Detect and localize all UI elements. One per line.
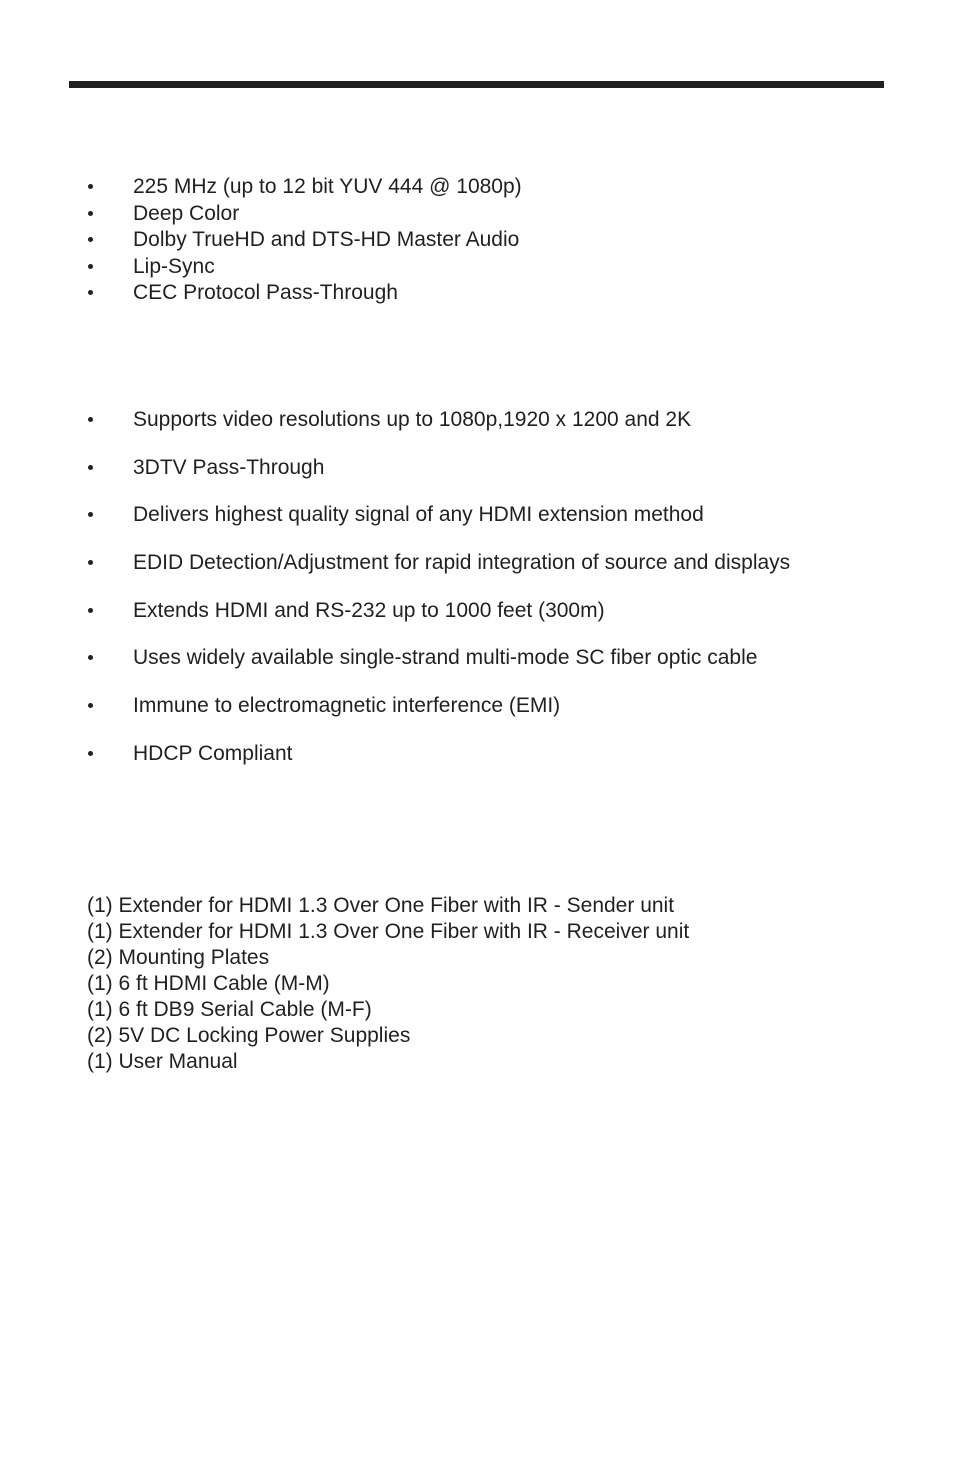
bullet-icon — [88, 290, 93, 295]
packing-item: (1) 6 ft HDMI Cable (M-M) — [87, 972, 330, 995]
feature-item-text: Uses widely available single-strand multi-mode SC fiber optic cable — [133, 646, 758, 670]
spec-item — [87, 254, 522, 281]
bullet-icon — [88, 560, 93, 565]
packing-list — [87, 893, 689, 1075]
packing-item: (1) User Manual — [87, 1050, 238, 1073]
feature-item-text: HDCP Compliant — [133, 741, 293, 765]
spec-item — [87, 280, 522, 307]
bullet-icon — [88, 608, 93, 613]
packing-item: (2) Mounting Plates — [87, 946, 270, 969]
spec-item-text: Lip-Sync — [133, 254, 215, 278]
feature-item — [87, 502, 790, 529]
feature-item-text: 3DTV Pass-Through — [133, 455, 325, 479]
bullet-icon — [88, 465, 93, 470]
spec-item-text: Dolby TrueHD and DTS-HD Master Audio — [133, 228, 520, 251]
packing-item: (2) 5V DC Locking Power Supplies — [87, 1024, 411, 1047]
feature-item — [87, 741, 790, 768]
feature-item — [87, 693, 790, 720]
bullet-icon — [88, 211, 93, 216]
spec-item-text: CEC Protocol Pass-Through — [133, 281, 398, 304]
bullet-icon — [88, 264, 93, 269]
bullet-icon — [88, 751, 93, 756]
top-divider-rule — [69, 81, 884, 88]
feature-item — [87, 645, 790, 672]
spec-item-text: 225 MHz (up to 12 bit YUV 444 @ 1080p) — [133, 175, 522, 198]
feature-item — [87, 455, 790, 482]
packing-item: (1) Extender for HDMI 1.3 Over One Fiber with IR - Sender unit — [87, 894, 675, 917]
bullet-icon — [88, 512, 93, 517]
bullet-icon — [88, 184, 93, 189]
spec-list — [87, 174, 522, 307]
spec-item — [87, 201, 522, 228]
feature-item — [87, 550, 790, 577]
spec-item — [87, 174, 522, 201]
feature-item-text: EDID Detection/Adjustment for rapid integration of source and displays — [133, 551, 791, 575]
feature-item-text: Supports video resolutions up to 1080p,1920 x 1200 and 2K — [133, 408, 692, 431]
bullet-icon — [88, 237, 93, 242]
feature-item — [87, 598, 790, 625]
feature-item-text: Delivers highest quality signal of any HDMI extension method — [133, 503, 704, 527]
spec-item-text: Deep Color — [133, 201, 240, 225]
feature-list — [87, 407, 790, 789]
packing-item: (1) Extender for HDMI 1.3 Over One Fiber with IR - Receiver unit — [87, 920, 690, 943]
feature-item — [87, 407, 790, 434]
packing-item: (1) 6 ft DB9 Serial Cable (M-F) — [87, 998, 372, 1021]
bullet-icon — [88, 655, 93, 660]
bullet-icon — [88, 703, 93, 708]
bullet-icon — [88, 417, 93, 422]
feature-item-text: Immune to electromagnetic interference (EMI) — [133, 694, 561, 718]
spec-item — [87, 227, 522, 254]
feature-item-text: Extends HDMI and RS-232 up to 1000 feet (300m) — [133, 598, 605, 622]
